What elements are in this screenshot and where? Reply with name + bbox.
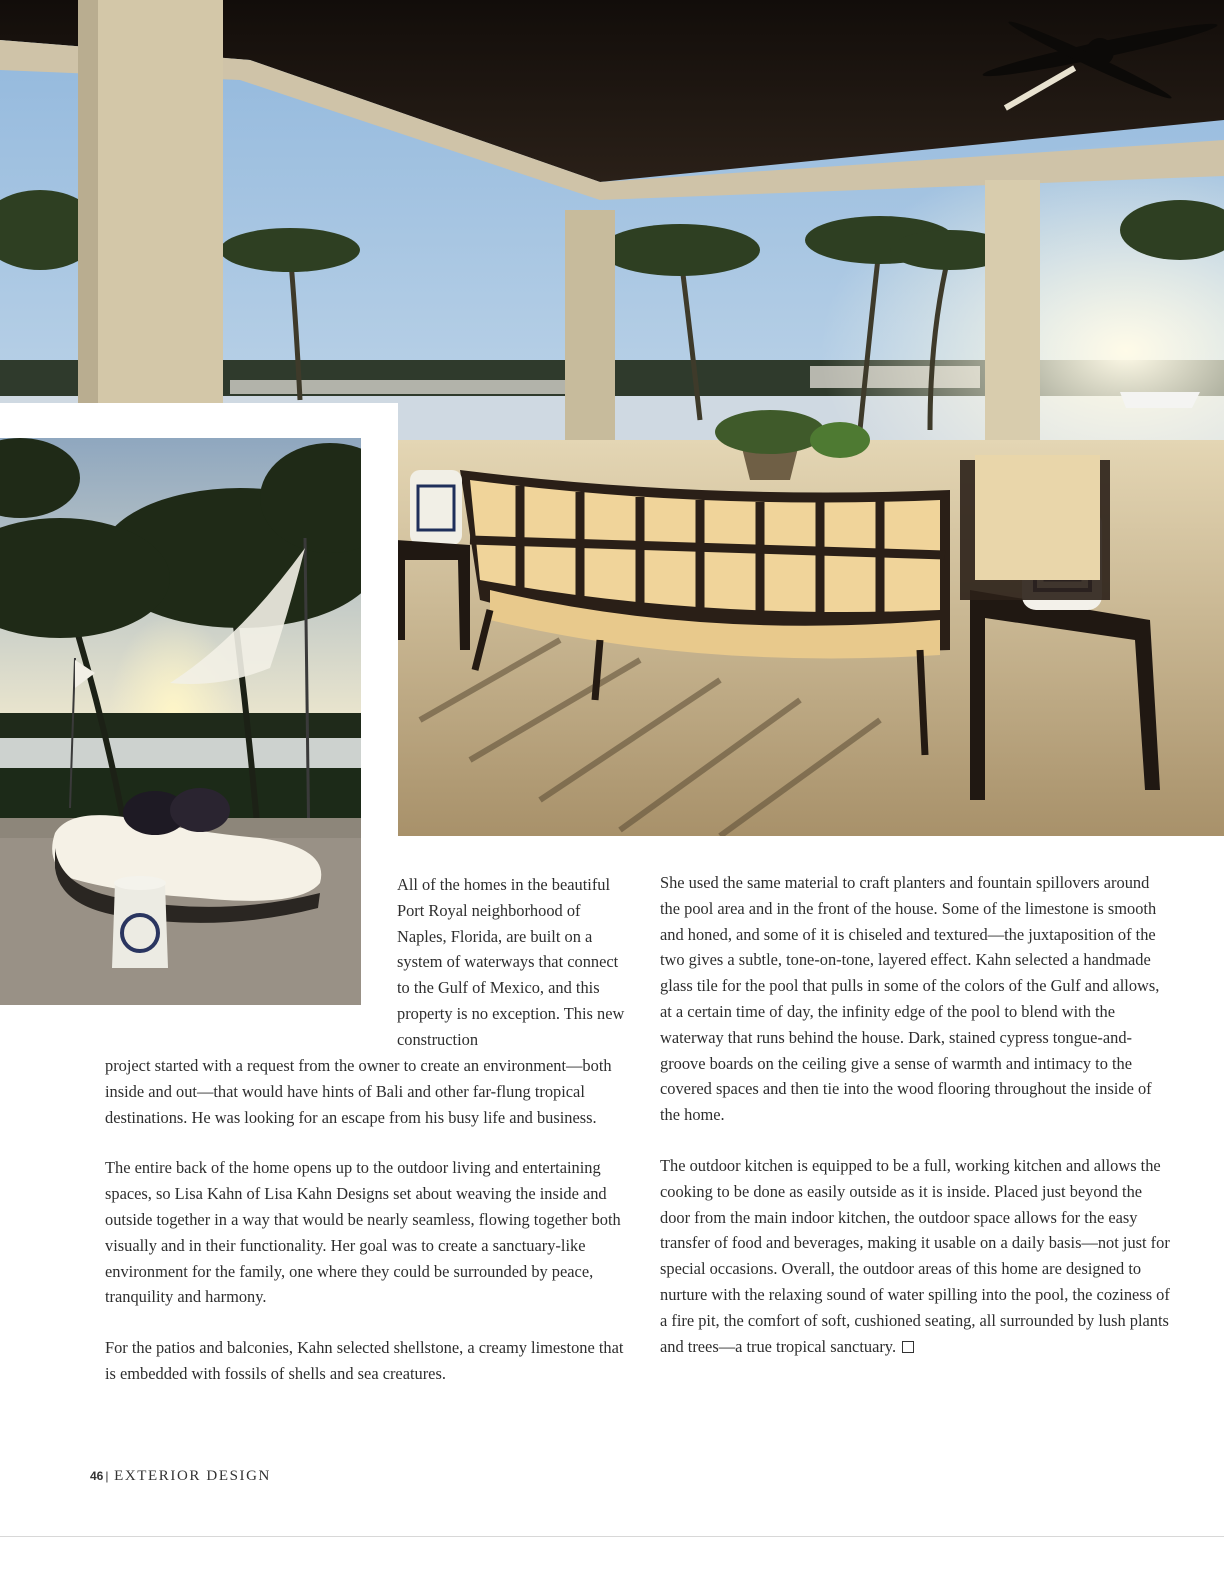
paragraph-outdoor-kitchen-text: The outdoor kitchen is equipped to be a full, working kitchen and allows the cooking to be done as easily outside as it is inside. Placed just beyond the door from the main indoor kitchen, the outdoor space allows for the easy transfer of food and beverages, making it usable on a daily basis—not just for special occasions. Overall, the outdoor areas of this home are designed to nurture with the relaxing sound of water spilling into the pool, the coziness of a fire pit, the comfort of soft, cushioned seating, all surrounded by lush plants and trees—a true tropical sanctuary. xyxy=(660,1155,1170,1356)
left-column xyxy=(105,1053,630,1412)
right-column xyxy=(660,870,1172,1384)
page-footer xyxy=(90,1468,271,1485)
section-name: EXTERIOR DESIGN xyxy=(114,1468,271,1484)
inset-photo xyxy=(0,438,361,1005)
page-number: 46 xyxy=(90,1469,104,1483)
intro-paragraph-start: All of the homes in the beautiful Port Royal neighborhood of Naples, Florida, are built on a system of waterways that connect to the Gulf of Mexico, and this property is no exception. This new construction xyxy=(397,875,625,1049)
end-mark-icon xyxy=(902,1341,914,1353)
paragraph-outdoor-kitchen xyxy=(660,1153,1172,1359)
bottom-rule xyxy=(0,1536,1224,1537)
intro-paragraph-continued: project started with a request from the owner to create an environment—both inside and out—that would have hints of Bali and other far-flung tropical destinations. He was looking for an escape from his busy life and business. xyxy=(105,1056,612,1127)
paragraph-limestone: She used the same material to craft planters and fountain spillovers around the pool area and in the front of the house. Some of the limestone is smooth and honed, and some of it is chiseled and textured—the juxtaposition of the two gives a subtle, tone-on-tone, layered effect. Kahn selected a handmade glass tile for the pool that pulls in some of the colors of the Gulf and allows, at a certain time of day, the infinity edge of the pool to blend with the waterway that runs behind the house. Dark, stained cypress tongue-and-groove boards on the ceiling give a sense of warmth and intimacy to the covered spaces and then tie into the wood flooring throughout the inside of the home. xyxy=(660,873,1160,1125)
paragraph-outdoor-living: The entire back of the home opens up to the outdoor living and entertaining spaces, so Lisa Kahn of Lisa Kahn Designs set about weaving the inside and outside together in a way that would be nearly seamless, flowing together both visually and in their functionality. Her goal was to create a sanctuary-like environment for the family, one where they could be surrounded by peace, tranquility and harmony. xyxy=(105,1158,621,1307)
paragraph-patios: For the patios and balconies, Kahn selected shellstone, a creamy limestone that is embedded with fossils of shells and sea creatures. xyxy=(105,1338,624,1383)
intro-wrap-text xyxy=(397,872,627,1053)
footer-separator: | xyxy=(105,1469,111,1483)
